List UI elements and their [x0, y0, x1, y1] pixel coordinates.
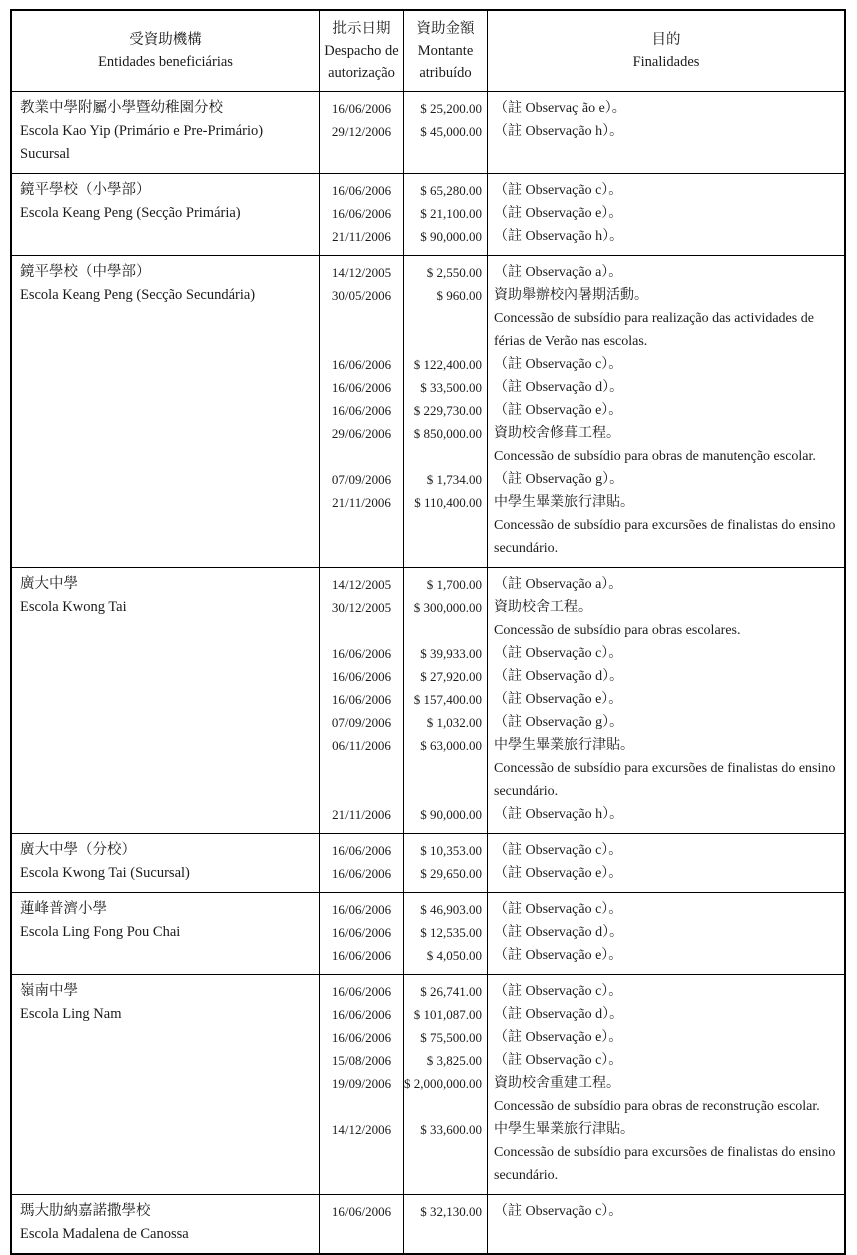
date-cell: 21/11/2006 — [320, 491, 404, 567]
purpose-cell — [488, 734, 844, 803]
purpose-line: （註 Observação e）。 — [494, 692, 623, 707]
entry-row — [320, 92, 844, 120]
purpose-line: （註 Observação c）。 — [494, 183, 623, 198]
date-cell: 16/06/2006 — [320, 862, 404, 892]
purpose-line: （註 Observação c）。 — [494, 1053, 623, 1068]
table-group-row — [12, 893, 844, 975]
entity-line: 鏡平學校（小學部） — [20, 182, 151, 198]
entry-row — [320, 1195, 844, 1253]
purpose-cell — [488, 862, 844, 892]
entry-row — [320, 1049, 844, 1072]
date-cell: 19/09/2006 — [320, 1072, 404, 1118]
entry-row — [320, 834, 844, 862]
purpose-cell — [488, 568, 844, 596]
purpose-cell — [488, 1049, 844, 1072]
entity-cell — [12, 893, 320, 974]
purpose-line: 資助校舍重建工程。 — [494, 1076, 620, 1091]
amount-cell: $ 33,600.00 — [404, 1118, 488, 1194]
amount-cell: $ 2,550.00 — [404, 256, 488, 284]
date-cell: 21/11/2006 — [320, 803, 404, 833]
entity-cell — [12, 92, 320, 173]
amount-cell: $ 25,200.00 — [404, 92, 488, 120]
entity-line: Escola Kwong Tai (Sucursal) — [20, 865, 190, 881]
entity-line: 廣大中學（分校） — [20, 842, 136, 858]
entity-line: Escola Keang Peng (Secção Secundária) — [20, 287, 256, 303]
date-cell: 29/06/2006 — [320, 422, 404, 468]
entity-line: 廣大中學 — [20, 576, 78, 592]
amount-cell: $ 63,000.00 — [404, 734, 488, 803]
header-amount-line: atribuído — [419, 65, 472, 81]
date-cell: 16/06/2006 — [320, 834, 404, 862]
amount-cell: $ 32,130.00 — [404, 1195, 488, 1253]
amount-cell: $ 33,500.00 — [404, 376, 488, 399]
entry-row — [320, 399, 844, 422]
entry-row — [320, 1026, 844, 1049]
purpose-cell — [488, 893, 844, 921]
purpose-line: （註 Observação h）。 — [494, 807, 624, 822]
date-cell: 16/06/2006 — [320, 921, 404, 944]
amount-cell: $ 300,000.00 — [404, 596, 488, 642]
amount-cell: $ 26,741.00 — [404, 975, 488, 1003]
purpose-line: （註 Observação a）。 — [494, 265, 623, 280]
date-cell: 29/12/2006 — [320, 120, 404, 173]
entry-row — [320, 1003, 844, 1026]
entity-line: Escola Keang Peng (Secção Primária) — [20, 205, 241, 221]
header-amount-line: 資助金額 — [416, 21, 475, 37]
table-group-row — [12, 92, 844, 174]
date-cell: 16/06/2006 — [320, 92, 404, 120]
entry-row — [320, 284, 844, 353]
purpose-cell — [488, 468, 844, 491]
date-cell: 07/09/2006 — [320, 468, 404, 491]
purpose-line: （註 Observação h）。 — [494, 124, 624, 139]
purpose-cell — [488, 1003, 844, 1026]
entity-cell — [12, 174, 320, 255]
entity-cell — [12, 568, 320, 833]
purpose-line: 中學生畢業旅行津貼。 — [494, 738, 634, 753]
entity-cell — [12, 834, 320, 892]
purpose-cell — [488, 92, 844, 120]
purpose-cell — [488, 665, 844, 688]
purpose-line: （註 Observação g）。 — [494, 472, 624, 487]
amount-cell: $ 122,400.00 — [404, 353, 488, 376]
purpose-cell — [488, 975, 844, 1003]
amount-cell: $ 39,933.00 — [404, 642, 488, 665]
amount-cell: $ 75,500.00 — [404, 1026, 488, 1049]
purpose-cell — [488, 225, 844, 255]
amount-cell: $ 29,650.00 — [404, 862, 488, 892]
purpose-cell — [488, 1072, 844, 1118]
purpose-line: （註 Observação e）。 — [494, 948, 623, 963]
date-cell: 16/06/2006 — [320, 665, 404, 688]
entry-row — [320, 1118, 844, 1194]
entries-column — [320, 975, 844, 1194]
header-date — [320, 11, 404, 91]
amount-cell: $ 65,280.00 — [404, 174, 488, 202]
table-group-row — [12, 568, 844, 834]
entry-row — [320, 921, 844, 944]
header-purpose-line: Finalidades — [632, 54, 700, 70]
entity-line: 瑪大肋納嘉諾撒學校 — [20, 1203, 151, 1219]
amount-cell: $ 46,903.00 — [404, 893, 488, 921]
entry-row — [320, 353, 844, 376]
purpose-line: （註 Observaç ão e）。 — [494, 101, 626, 116]
purpose-line: （註 Observação c）。 — [494, 843, 623, 858]
date-cell: 15/08/2006 — [320, 1049, 404, 1072]
date-cell: 16/06/2006 — [320, 1195, 404, 1253]
purpose-line: Concessão de subsídio para obras de reconstrução escolar. — [494, 1099, 820, 1114]
purpose-line: （註 Observação c）。 — [494, 984, 623, 999]
header-amount — [404, 11, 488, 91]
header-entity-line: Entidades beneficiárias — [98, 54, 233, 70]
amount-cell: $ 157,400.00 — [404, 688, 488, 711]
entity-cell — [12, 1195, 320, 1253]
date-cell: 16/06/2006 — [320, 174, 404, 202]
entity-line: 蓮峰普濟小學 — [20, 901, 107, 917]
entry-row — [320, 174, 844, 202]
entry-row — [320, 665, 844, 688]
purpose-cell — [488, 944, 844, 974]
entry-row — [320, 944, 844, 974]
date-cell: 30/12/2005 — [320, 596, 404, 642]
purpose-cell — [488, 1118, 844, 1194]
entity-cell — [12, 256, 320, 567]
purpose-cell — [488, 921, 844, 944]
date-cell: 16/06/2006 — [320, 944, 404, 974]
entity-line: 鏡平學校（中學部） — [20, 264, 151, 280]
date-cell: 16/06/2006 — [320, 688, 404, 711]
amount-cell: $ 45,000.00 — [404, 120, 488, 173]
entity-line: Escola Madalena de Canossa — [20, 1226, 189, 1242]
date-cell: 16/06/2006 — [320, 1026, 404, 1049]
entry-row — [320, 568, 844, 596]
entry-row — [320, 376, 844, 399]
entry-row — [320, 862, 844, 892]
entry-row — [320, 893, 844, 921]
amount-cell: $ 90,000.00 — [404, 803, 488, 833]
table-header — [12, 11, 844, 92]
header-purpose-line: 目的 — [651, 32, 681, 48]
table-group-row — [12, 834, 844, 893]
header-entity — [12, 11, 320, 91]
amount-cell: $ 1,032.00 — [404, 711, 488, 734]
date-cell: 16/06/2006 — [320, 1003, 404, 1026]
entries-column — [320, 834, 844, 892]
date-cell: 16/06/2006 — [320, 353, 404, 376]
amount-cell: $ 3,825.00 — [404, 1049, 488, 1072]
amount-cell: $ 21,100.00 — [404, 202, 488, 225]
purpose-line: （註 Observação d）。 — [494, 1007, 624, 1022]
entry-row — [320, 642, 844, 665]
date-cell: 14/12/2005 — [320, 568, 404, 596]
table-group-row — [12, 1195, 844, 1253]
entity-line: Escola Kwong Tai — [20, 599, 127, 615]
purpose-cell — [488, 642, 844, 665]
header-date-line: 批示日期 — [332, 21, 391, 37]
amount-cell: $ 90,000.00 — [404, 225, 488, 255]
purpose-line: Concessão de subsídio para realização das actividades de férias de Verão nas escolas. — [494, 311, 814, 349]
purpose-line: （註 Observação a）。 — [494, 577, 623, 592]
table-group-row — [12, 256, 844, 568]
purpose-line: （註 Observação e）。 — [494, 403, 623, 418]
amount-cell: $ 229,730.00 — [404, 399, 488, 422]
date-cell: 16/06/2006 — [320, 975, 404, 1003]
entity-line: Escola Kao Yip (Primário e Pre-Primário) Sucursal — [20, 123, 264, 162]
purpose-line: Concessão de subsídio para excursões de finalistas do ensino secundário. — [494, 761, 836, 799]
date-cell: 16/06/2006 — [320, 893, 404, 921]
amount-cell: $ 27,920.00 — [404, 665, 488, 688]
purpose-cell — [488, 834, 844, 862]
date-cell: 14/12/2005 — [320, 256, 404, 284]
purpose-cell — [488, 688, 844, 711]
amount-cell: $ 4,050.00 — [404, 944, 488, 974]
entry-row — [320, 596, 844, 642]
header-purpose — [488, 11, 844, 91]
purpose-cell — [488, 376, 844, 399]
purpose-line: （註 Observação c）。 — [494, 646, 623, 661]
purpose-cell — [488, 256, 844, 284]
subsidy-table — [10, 9, 846, 1255]
purpose-cell — [488, 803, 844, 833]
entry-row — [320, 975, 844, 1003]
date-cell: 21/11/2006 — [320, 225, 404, 255]
entries-column — [320, 92, 844, 173]
purpose-line: Concessão de subsídio para excursões de finalistas do ensino secundário. — [494, 1145, 836, 1183]
entity-line: 嶺南中學 — [20, 983, 78, 999]
table-group-row — [12, 975, 844, 1195]
amount-cell: $ 12,535.00 — [404, 921, 488, 944]
purpose-line: （註 Observação e）。 — [494, 1030, 623, 1045]
amount-cell: $ 101,087.00 — [404, 1003, 488, 1026]
entry-row — [320, 202, 844, 225]
entry-row — [320, 120, 844, 173]
purpose-cell — [488, 491, 844, 567]
purpose-cell — [488, 711, 844, 734]
entry-row — [320, 803, 844, 833]
purpose-cell — [488, 422, 844, 468]
entity-line: Escola Ling Fong Pou Chai — [20, 924, 181, 940]
entries-column — [320, 893, 844, 974]
entry-row — [320, 491, 844, 567]
entry-row — [320, 225, 844, 255]
header-entity-line: 受資助機構 — [129, 32, 202, 48]
purpose-line: （註 Observação e）。 — [494, 206, 623, 221]
purpose-line: （註 Observação c）。 — [494, 902, 623, 917]
purpose-line: （註 Observação c）。 — [494, 357, 623, 372]
purpose-cell — [488, 202, 844, 225]
purpose-line: （註 Observação g）。 — [494, 715, 624, 730]
purpose-line: Concessão de subsídio para obras de manutenção escolar. — [494, 449, 816, 464]
entity-cell — [12, 975, 320, 1194]
date-cell: 30/05/2006 — [320, 284, 404, 353]
entry-row — [320, 734, 844, 803]
entries-column — [320, 174, 844, 255]
entries-column — [320, 568, 844, 833]
purpose-line: （註 Observação c）。 — [494, 1204, 623, 1219]
date-cell: 06/11/2006 — [320, 734, 404, 803]
table-group-row — [12, 174, 844, 256]
header-date-line: Despacho de — [324, 43, 399, 59]
purpose-line: （註 Observação h）。 — [494, 229, 624, 244]
entries-column — [320, 1195, 844, 1253]
amount-cell: $ 10,353.00 — [404, 834, 488, 862]
purpose-line: 資助校舍修葺工程。 — [494, 426, 620, 441]
purpose-line: （註 Observação d）。 — [494, 925, 624, 940]
header-date-line: autorização — [328, 65, 395, 81]
purpose-cell — [488, 353, 844, 376]
purpose-cell — [488, 120, 844, 173]
purpose-line: 資助舉辦校內暑期活動。 — [494, 288, 648, 303]
amount-cell: $ 850,000.00 — [404, 422, 488, 468]
purpose-line: （註 Observação d）。 — [494, 669, 624, 684]
amount-cell: $ 110,400.00 — [404, 491, 488, 567]
entry-row — [320, 468, 844, 491]
entry-row — [320, 422, 844, 468]
table-body — [12, 92, 844, 1253]
entry-row — [320, 256, 844, 284]
purpose-cell — [488, 596, 844, 642]
entry-row — [320, 1072, 844, 1118]
purpose-cell — [488, 284, 844, 353]
entity-line: 教業中學附屬小學暨幼稚園分校 — [20, 100, 223, 116]
purpose-line: （註 Observação d）。 — [494, 380, 624, 395]
amount-cell: $ 960.00 — [404, 284, 488, 353]
amount-cell: $ 1,734.00 — [404, 468, 488, 491]
date-cell: 16/06/2006 — [320, 202, 404, 225]
purpose-line: Concessão de subsídio para excursões de finalistas do ensino secundário. — [494, 518, 836, 556]
amount-cell: $ 2,000,000.00 — [404, 1072, 488, 1118]
purpose-line: 資助校舍工程。 — [494, 600, 592, 615]
purpose-cell — [488, 1195, 844, 1253]
entry-row — [320, 711, 844, 734]
entity-line: Escola Ling Nam — [20, 1006, 122, 1022]
amount-cell: $ 1,700.00 — [404, 568, 488, 596]
purpose-cell — [488, 399, 844, 422]
date-cell: 16/06/2006 — [320, 642, 404, 665]
purpose-cell — [488, 1026, 844, 1049]
date-cell: 16/06/2006 — [320, 399, 404, 422]
date-cell: 14/12/2006 — [320, 1118, 404, 1194]
purpose-line: Concessão de subsídio para obras escolares. — [494, 623, 741, 638]
entries-column — [320, 256, 844, 567]
header-amount-line: Montante — [417, 43, 474, 59]
purpose-line: 中學生畢業旅行津貼。 — [494, 1122, 634, 1137]
entry-row — [320, 688, 844, 711]
purpose-line: （註 Observação e）。 — [494, 866, 623, 881]
purpose-cell — [488, 174, 844, 202]
purpose-line: 中學生畢業旅行津貼。 — [494, 495, 634, 510]
date-cell: 16/06/2006 — [320, 376, 404, 399]
date-cell: 07/09/2006 — [320, 711, 404, 734]
